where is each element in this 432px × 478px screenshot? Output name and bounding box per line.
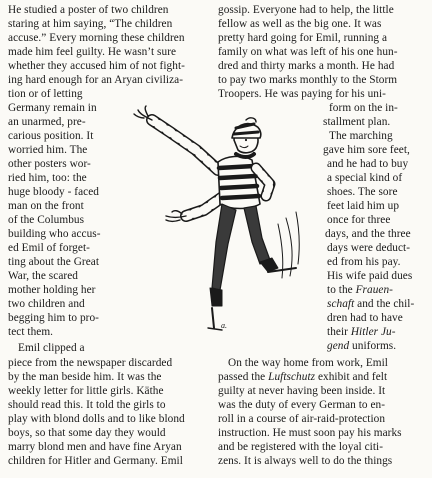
text-line: accuse.” Every morning these children <box>8 32 185 44</box>
text-line: Emil clipped a <box>18 342 85 354</box>
text-line: two children and <box>8 298 85 310</box>
text-line: made him feel guilty. He wasn’t sure <box>8 46 177 58</box>
text-line: guilty at never having been inside. It <box>218 385 386 397</box>
text-line: staring at him saying, “The children <box>8 18 173 30</box>
text-line <box>327 339 396 353</box>
text-line: should read this. It told the girls to <box>8 399 166 411</box>
text-fragment: exhibit and felt <box>317 371 388 383</box>
text-line: a special kind of <box>327 172 403 184</box>
text-line: zens. It is always well to do the things <box>218 455 393 467</box>
text-line: gave him sore feet, <box>323 144 410 156</box>
text-line: fellow as well as the big one. It was <box>218 18 382 30</box>
text-line: and be registered with the loyal citi- <box>218 441 384 453</box>
text-line: Troopers. He was paying for his uni- <box>218 88 386 100</box>
text-line: and he had to buy <box>327 158 409 170</box>
text-line: family on what was left of his one hun- <box>218 46 398 58</box>
text-line: tect them. <box>8 326 54 338</box>
text-line: once for three <box>327 214 391 226</box>
text-line: mother holding her <box>8 284 96 296</box>
text-line: other posters wor- <box>8 158 91 170</box>
text-fragment: their <box>327 326 348 338</box>
text-line: man on the front <box>8 200 84 212</box>
text-line: an unarmed, pre- <box>8 116 86 128</box>
text-line: On the way home from work, Emil <box>228 357 388 369</box>
italic-term: schaft <box>327 298 355 310</box>
text-line <box>327 297 414 311</box>
text-line: tion or of letting <box>8 88 83 100</box>
text-fragment: and the chil- <box>357 298 415 310</box>
text-line: stallment plan. <box>323 116 391 128</box>
text-line: dren had to have <box>327 312 403 324</box>
text-line <box>218 370 387 384</box>
text-line: ting about the Great <box>8 256 100 268</box>
skater-illustration <box>100 92 320 342</box>
text-line: pretty hard going for Emil, running a <box>218 32 388 44</box>
text-line: shoes. The sore <box>327 186 398 198</box>
text-line: to pay two marks monthly to the Storm <box>218 74 398 86</box>
text-line: days, and the three <box>325 228 411 240</box>
text-line: instruction. He must soon pay his marks <box>218 427 402 439</box>
artist-signature: a. <box>221 321 227 330</box>
text-line: War, the scared <box>8 270 78 282</box>
text-line: The marching <box>329 130 393 142</box>
text-line: of the Columbus <box>8 214 85 226</box>
text-line: days were deduct- <box>327 242 411 254</box>
text-line: weekly letter for little girls. Käthe <box>8 385 164 397</box>
text-line: play with blond dolls and to like blond <box>8 413 185 425</box>
text-line: Germany remain in <box>8 102 97 114</box>
text-line: ed Emil of forget- <box>8 242 90 254</box>
text-line: by the man beside him. It was the <box>8 371 162 383</box>
text-fragment: to the <box>327 284 353 296</box>
text-line: was the duty of every German to en- <box>218 399 386 411</box>
text-line: piece from the newspaper discarded <box>8 357 173 369</box>
text-fragment: uniforms. <box>352 340 397 352</box>
italic-term: Hitler Ju- <box>350 326 396 338</box>
italic-term: Frauen- <box>355 284 393 296</box>
text-line: children for Hitler and Germany. Emil <box>8 455 183 467</box>
text-line: boys, so that some day they would <box>8 427 166 439</box>
text-line: begging him to pro- <box>8 312 99 324</box>
text-line: ried him, too: the <box>8 172 87 184</box>
text-line: He studied a poster of two children <box>8 4 169 16</box>
text-line: feet laid him up <box>327 200 400 212</box>
text-line: marry blond men and have fine Aryan <box>8 441 182 453</box>
text-line: ing hard enough for an Aryan civiliza- <box>8 74 184 86</box>
text-line: whether they accused him of not fight- <box>8 60 185 72</box>
text-line: roll in a course of air-raid-protection <box>218 413 386 425</box>
text-line <box>327 283 393 297</box>
text-line: gossip. Everyone had to help, the little <box>218 4 394 16</box>
italic-term: gend <box>327 340 350 352</box>
text-line: form on the in- <box>329 102 398 114</box>
text-line: huge bloody - faced <box>8 186 99 198</box>
text-line: building who accus- <box>8 228 101 240</box>
text-line: worried him. The <box>8 144 88 156</box>
text-line: dred and thirty marks a month. He had <box>218 60 395 72</box>
text-line: His wife paid dues <box>327 270 413 282</box>
italic-term: Luftschutz <box>268 371 316 383</box>
text-line: ed from his pay. <box>327 256 401 268</box>
text-fragment: passed the <box>218 371 266 383</box>
text-line <box>327 325 396 339</box>
text-line: carious position. It <box>8 130 94 142</box>
